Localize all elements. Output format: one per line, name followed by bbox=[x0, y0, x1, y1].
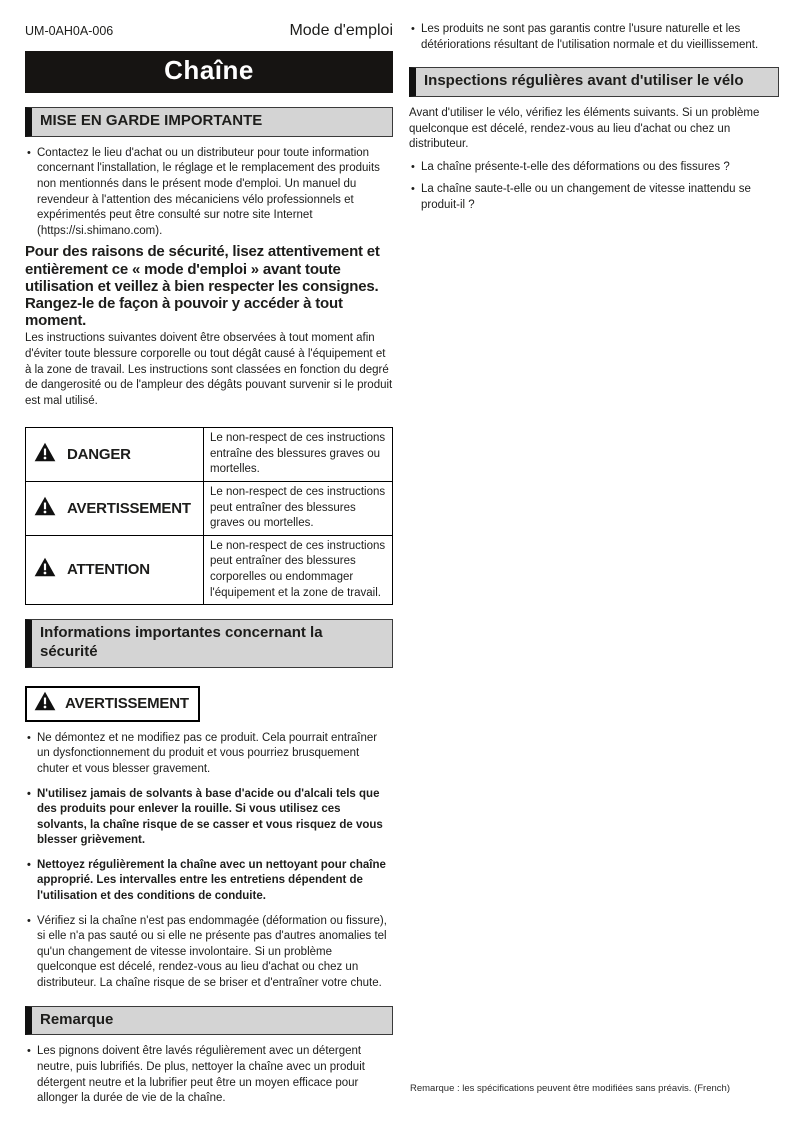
section-header-inspections: Inspections régulières avant d'utiliser le vélo bbox=[409, 67, 779, 97]
table-row bbox=[26, 482, 393, 536]
list-item bbox=[25, 914, 393, 992]
table-cell: Le non-respect de ces instructions entraîne des blessures graves ou mortelles. bbox=[204, 428, 393, 482]
warning-banner-label: AVERTISSEMENT bbox=[65, 694, 189, 712]
document-number: UM-0AH0A-006 bbox=[25, 24, 114, 38]
document-type-label: Mode d'emploi bbox=[289, 22, 393, 39]
list-item bbox=[25, 787, 393, 849]
list-item bbox=[409, 22, 779, 53]
warning-icon bbox=[34, 496, 56, 522]
safety-bullet: N'utilisez jamais de solvants à base d'acide ou d'alcali tels que des produits pour enlever la rouille. Si vous utilisez ces solvants, la chaîne risque de se casser et vous risquez de vous blesser grièvement. bbox=[37, 787, 383, 847]
warning-icon bbox=[34, 691, 56, 716]
right-column bbox=[409, 22, 779, 214]
important-notice-bullet: Contactez le lieu d'achat ou un distributeur pour toute information concernant l'installation, le réglage et le remplacement des produits non mentionnés dans le présent mode d'emploi. Un manuel du revendeur à l'attention des mécaniciens vélo professionnels et expérimentés peut être consulté sur notre site Internet (https://si.shimano.com). bbox=[37, 146, 380, 237]
list-item bbox=[409, 182, 779, 213]
specifications-footnote: Remarque : les spécifications peuvent être modifiées sans préavis. (French) bbox=[410, 1083, 730, 1094]
inspection-bullet: La chaîne présente-t-elle des déformations ou des fissures ? bbox=[421, 160, 730, 173]
list-item bbox=[25, 146, 393, 240]
table-cell: Le non-respect de ces instructions peut entraîner des blessures corporelles ou endommager l'équipement et la zone de travail. bbox=[204, 535, 393, 604]
list-item bbox=[25, 858, 393, 905]
warranty-bullet: Les produits ne sont pas garantis contre l'usure naturelle et les détériorations résultant de l'utilisation normale et du vieillissement. bbox=[421, 23, 759, 51]
list-item bbox=[25, 731, 393, 778]
safety-bullet: Nettoyez régulièrement la chaîne avec un nettoyant pour chaîne approprié. Les intervalles entre les entretiens dépendent de l'utilisation et des conditions de conduite. bbox=[37, 858, 386, 903]
signal-word-attention: ATTENTION bbox=[67, 561, 150, 579]
table-row bbox=[26, 428, 393, 482]
left-column bbox=[25, 22, 393, 1107]
warning-icon bbox=[34, 557, 56, 583]
list-item bbox=[25, 1044, 393, 1106]
page-title: Chaîne bbox=[25, 51, 393, 93]
list-item bbox=[409, 160, 779, 176]
signal-word-avertissement: AVERTISSEMENT bbox=[67, 499, 191, 517]
table-cell: Le non-respect de ces instructions peut entraîner des blessures graves ou mortelles. bbox=[204, 482, 393, 536]
instructions-paragraph: Les instructions suivantes doivent être observées à tout moment afin d'éviter toute blessure corporelle ou tout dégât causé à l'équipement et à la zone de travail. Les instructions sont classées en fonction du degré de dangerosité ou de l'ampleur des dégâts pouvant survenir si le produit est mal utilisé. bbox=[25, 332, 393, 407]
document-header bbox=[25, 22, 393, 40]
safety-bullet: Vérifiez si la chaîne n'est pas endommagée (déformation ou fissure), si elle n'a pas sauté ou si elle ne présente pas d'autres anomalies tel qu'un changement de vitesse involontaire. Si un problème quelconque est décelé, rendez-vous au lieu d'achat ou chez un distributeur. La chaîne risque de se briser et d'entraîner votre chute. bbox=[37, 914, 387, 990]
section-header-note: Remarque bbox=[25, 1006, 393, 1036]
signal-word-danger: DANGER bbox=[67, 445, 131, 463]
safety-lead-paragraph: Pour des raisons de sécurité, lisez attentivement et entièrement ce « mode d'emploi » avant toute utilisation et veillez à bien respecter les consignes. Rangez-le de façon à pouvoir y accéder à tout moment. bbox=[25, 243, 380, 330]
table-row bbox=[26, 535, 393, 604]
safety-bullet: Ne démontez et ne modifiez pas ce produit. Cela pourrait entraîner un dysfonctionnement du produit et vous pourriez brusquement chuter et vous blesser gravement. bbox=[37, 731, 378, 775]
note-bullet: Les pignons doivent être lavés régulièrement avec un détergent neutre, puis lubrifiés. De plus, nettoyer la chaîne avec un produit détergent neutre et la lubrifier peut être un moyen efficace pour allonger la durée de vie de la chaîne. bbox=[37, 1045, 365, 1105]
section-header-safety-info: Informations importantes concernant la sécurité bbox=[25, 619, 393, 668]
warning-icon bbox=[34, 442, 56, 468]
section-header-important-notice: MISE EN GARDE IMPORTANTE bbox=[25, 107, 393, 137]
warning-banner bbox=[25, 686, 200, 722]
inspections-paragraph: Avant d'utiliser le vélo, vérifiez les éléments suivants. Si un problème quelconque est décelé, rendez-vous au lieu d'achat ou chez un distributeur. bbox=[409, 106, 760, 151]
signal-word-table bbox=[25, 427, 393, 605]
inspection-bullet: La chaîne saute-t-elle ou un changement de vitesse inattendu se produit-il ? bbox=[421, 183, 751, 211]
